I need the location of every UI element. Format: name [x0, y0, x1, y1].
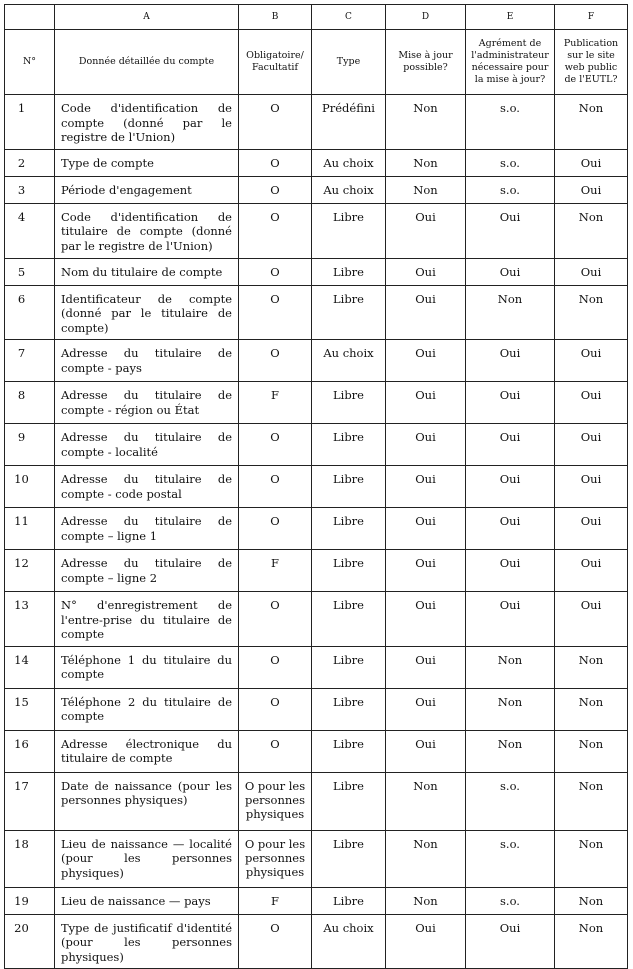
row-type: Libre — [312, 382, 386, 424]
row-type: Libre — [312, 466, 386, 508]
row-obligatoire: O — [239, 730, 312, 772]
row-obligatoire: F — [239, 550, 312, 592]
row-number: 17 — [5, 772, 55, 830]
row-agrement: Oui — [466, 424, 555, 466]
row-description: Téléphone 2 du titulaire de compte — [55, 688, 239, 730]
row-publication: Oui — [555, 466, 628, 508]
row-obligatoire: O — [239, 285, 312, 340]
column-letter-row — [5, 5, 628, 30]
row-number: 2 — [5, 149, 55, 176]
row-description: Adresse du titulaire de compte – ligne 1 — [55, 508, 239, 550]
row-description: Nom du titulaire de compte — [55, 258, 239, 285]
column-letter-e: E — [466, 5, 555, 30]
row-obligatoire: O — [239, 176, 312, 203]
row-agrement: s.o. — [466, 887, 555, 914]
row-description: Lieu de naissance — localité (pour les personnes physiques) — [55, 830, 239, 887]
row-description: N° d'enregistrement de l'entre-prise du titulaire de compte — [55, 592, 239, 647]
row-publication: Non — [555, 730, 628, 772]
header-type: Type — [312, 30, 386, 95]
row-type: Libre — [312, 772, 386, 830]
row-mise-a-jour: Non — [386, 176, 466, 203]
table-row — [5, 688, 628, 730]
row-type: Au choix — [312, 914, 386, 969]
column-letter-c: C — [312, 5, 386, 30]
row-agrement: Non — [466, 285, 555, 340]
table-row — [5, 887, 628, 914]
row-type: Libre — [312, 887, 386, 914]
row-description: Adresse du titulaire de compte - pays — [55, 340, 239, 382]
row-description: Adresse du titulaire de compte - code postal — [55, 466, 239, 508]
row-number: 15 — [5, 688, 55, 730]
row-publication: Oui — [555, 508, 628, 550]
row-obligatoire: O — [239, 149, 312, 176]
header-publication: Publication sur le site web public de l'EUTL? — [555, 30, 628, 95]
row-obligatoire: F — [239, 887, 312, 914]
row-number: 20 — [5, 914, 55, 969]
row-agrement: s.o. — [466, 176, 555, 203]
row-agrement: s.o. — [466, 772, 555, 830]
row-number: 8 — [5, 382, 55, 424]
row-number: 12 — [5, 550, 55, 592]
row-type: Au choix — [312, 340, 386, 382]
row-mise-a-jour: Non — [386, 830, 466, 887]
row-type: Libre — [312, 592, 386, 647]
row-obligatoire: O — [239, 203, 312, 258]
table-row — [5, 646, 628, 688]
row-agrement: Oui — [466, 550, 555, 592]
table-row — [5, 592, 628, 647]
row-type: Libre — [312, 258, 386, 285]
row-obligatoire: O — [239, 466, 312, 508]
row-number: 5 — [5, 258, 55, 285]
row-number: 18 — [5, 830, 55, 887]
row-agrement: Oui — [466, 592, 555, 647]
row-publication: Oui — [555, 176, 628, 203]
row-publication: Oui — [555, 592, 628, 647]
row-obligatoire: O — [239, 914, 312, 969]
row-agrement: s.o. — [466, 830, 555, 887]
row-type: Libre — [312, 285, 386, 340]
row-mise-a-jour: Non — [386, 95, 466, 150]
row-agrement: Non — [466, 688, 555, 730]
row-agrement: Oui — [466, 203, 555, 258]
row-description: Téléphone 1 du titulaire du compte — [55, 646, 239, 688]
row-mise-a-jour: Oui — [386, 340, 466, 382]
row-mise-a-jour: Oui — [386, 646, 466, 688]
row-description: Adresse électronique du titulaire de compte — [55, 730, 239, 772]
row-publication: Non — [555, 203, 628, 258]
row-publication: Non — [555, 95, 628, 150]
table-row — [5, 149, 628, 176]
column-letter-blank — [5, 5, 55, 30]
row-description: Type de justificatif d'identité (pour les personnes physiques) — [55, 914, 239, 969]
row-agrement: Oui — [466, 914, 555, 969]
row-type: Prédéfini — [312, 95, 386, 150]
table-row — [5, 772, 628, 830]
row-type: Libre — [312, 730, 386, 772]
row-type: Libre — [312, 203, 386, 258]
row-obligatoire: O — [239, 258, 312, 285]
row-description: Identificateur de compte (donné par le titulaire de compte) — [55, 285, 239, 340]
row-number: 1 — [5, 95, 55, 150]
row-publication: Non — [555, 285, 628, 340]
row-number: 11 — [5, 508, 55, 550]
row-type: Libre — [312, 508, 386, 550]
row-number: 14 — [5, 646, 55, 688]
row-mise-a-jour: Non — [386, 772, 466, 830]
row-type: Au choix — [312, 149, 386, 176]
header-description: Donnée détaillée du compte — [55, 30, 239, 95]
column-letter-d: D — [386, 5, 466, 30]
row-agrement: Oui — [466, 258, 555, 285]
table-row — [5, 285, 628, 340]
row-description: Code d'identification de titulaire de compte (donné par le registre de l'Union) — [55, 203, 239, 258]
row-publication: Non — [555, 887, 628, 914]
row-mise-a-jour: Oui — [386, 550, 466, 592]
row-number: 13 — [5, 592, 55, 647]
account-data-table — [4, 4, 628, 969]
row-mise-a-jour: Oui — [386, 508, 466, 550]
row-obligatoire: F — [239, 382, 312, 424]
row-number: 3 — [5, 176, 55, 203]
table-row — [5, 466, 628, 508]
row-description: Période d'engagement — [55, 176, 239, 203]
row-mise-a-jour: Oui — [386, 466, 466, 508]
row-publication: Oui — [555, 550, 628, 592]
row-description: Adresse du titulaire de compte - localité — [55, 424, 239, 466]
row-agrement: Non — [466, 730, 555, 772]
row-mise-a-jour: Oui — [386, 914, 466, 969]
row-obligatoire: O — [239, 688, 312, 730]
row-description: Type de compte — [55, 149, 239, 176]
row-number: 16 — [5, 730, 55, 772]
table-row — [5, 508, 628, 550]
table-row — [5, 424, 628, 466]
row-publication: Non — [555, 772, 628, 830]
row-agrement: Oui — [466, 340, 555, 382]
row-description: Date de naissance (pour les personnes physiques) — [55, 772, 239, 830]
row-description: Lieu de naissance — pays — [55, 887, 239, 914]
row-agrement: Oui — [466, 382, 555, 424]
table-row — [5, 176, 628, 203]
table-row — [5, 203, 628, 258]
row-number: 7 — [5, 340, 55, 382]
row-mise-a-jour: Non — [386, 149, 466, 176]
row-obligatoire: O — [239, 646, 312, 688]
row-publication: Non — [555, 914, 628, 969]
table-row — [5, 258, 628, 285]
row-description: Adresse du titulaire de compte – ligne 2 — [55, 550, 239, 592]
row-obligatoire: O pour les personnes physiques — [239, 772, 312, 830]
header-row — [5, 30, 628, 95]
table-row — [5, 730, 628, 772]
table-row — [5, 830, 628, 887]
row-obligatoire: O — [239, 95, 312, 150]
row-publication: Non — [555, 830, 628, 887]
row-publication: Oui — [555, 424, 628, 466]
column-letter-f: F — [555, 5, 628, 30]
column-letter-b: B — [239, 5, 312, 30]
header-number: N° — [5, 30, 55, 95]
row-obligatoire: O — [239, 424, 312, 466]
row-description: Adresse du titulaire de compte - région ou État — [55, 382, 239, 424]
table-row — [5, 340, 628, 382]
row-agrement: Oui — [466, 466, 555, 508]
row-type: Libre — [312, 688, 386, 730]
header-agrement: Agrément de l'administrateur nécessaire pour la mise à jour? — [466, 30, 555, 95]
table-row — [5, 382, 628, 424]
row-type: Libre — [312, 424, 386, 466]
table-row — [5, 95, 628, 150]
row-type: Libre — [312, 646, 386, 688]
row-obligatoire: O pour les personnes physiques — [239, 830, 312, 887]
column-letter-a: A — [55, 5, 239, 30]
row-obligatoire: O — [239, 508, 312, 550]
row-publication: Oui — [555, 340, 628, 382]
row-number: 10 — [5, 466, 55, 508]
row-type: Libre — [312, 550, 386, 592]
row-mise-a-jour: Non — [386, 887, 466, 914]
row-publication: Oui — [555, 382, 628, 424]
row-mise-a-jour: Oui — [386, 688, 466, 730]
row-agrement: s.o. — [466, 95, 555, 150]
row-number: 9 — [5, 424, 55, 466]
row-agrement: s.o. — [466, 149, 555, 176]
row-type: Au choix — [312, 176, 386, 203]
row-number: 19 — [5, 887, 55, 914]
header-obligatoire: Obligatoire/ Facultatif — [239, 30, 312, 95]
row-obligatoire: O — [239, 340, 312, 382]
row-agrement: Oui — [466, 508, 555, 550]
table-row — [5, 550, 628, 592]
row-mise-a-jour: Oui — [386, 203, 466, 258]
row-publication: Oui — [555, 258, 628, 285]
row-publication: Oui — [555, 149, 628, 176]
row-type: Libre — [312, 830, 386, 887]
row-mise-a-jour: Oui — [386, 258, 466, 285]
row-number: 4 — [5, 203, 55, 258]
row-number: 6 — [5, 285, 55, 340]
header-mise-a-jour: Mise à jour possible? — [386, 30, 466, 95]
row-obligatoire: O — [239, 592, 312, 647]
row-publication: Non — [555, 688, 628, 730]
row-agrement: Non — [466, 646, 555, 688]
row-publication: Non — [555, 646, 628, 688]
row-mise-a-jour: Oui — [386, 424, 466, 466]
row-mise-a-jour: Oui — [386, 382, 466, 424]
row-mise-a-jour: Oui — [386, 730, 466, 772]
table-row — [5, 914, 628, 969]
row-mise-a-jour: Oui — [386, 592, 466, 647]
row-description: Code d'identification de compte (donné par le registre de l'Union) — [55, 95, 239, 150]
row-mise-a-jour: Oui — [386, 285, 466, 340]
